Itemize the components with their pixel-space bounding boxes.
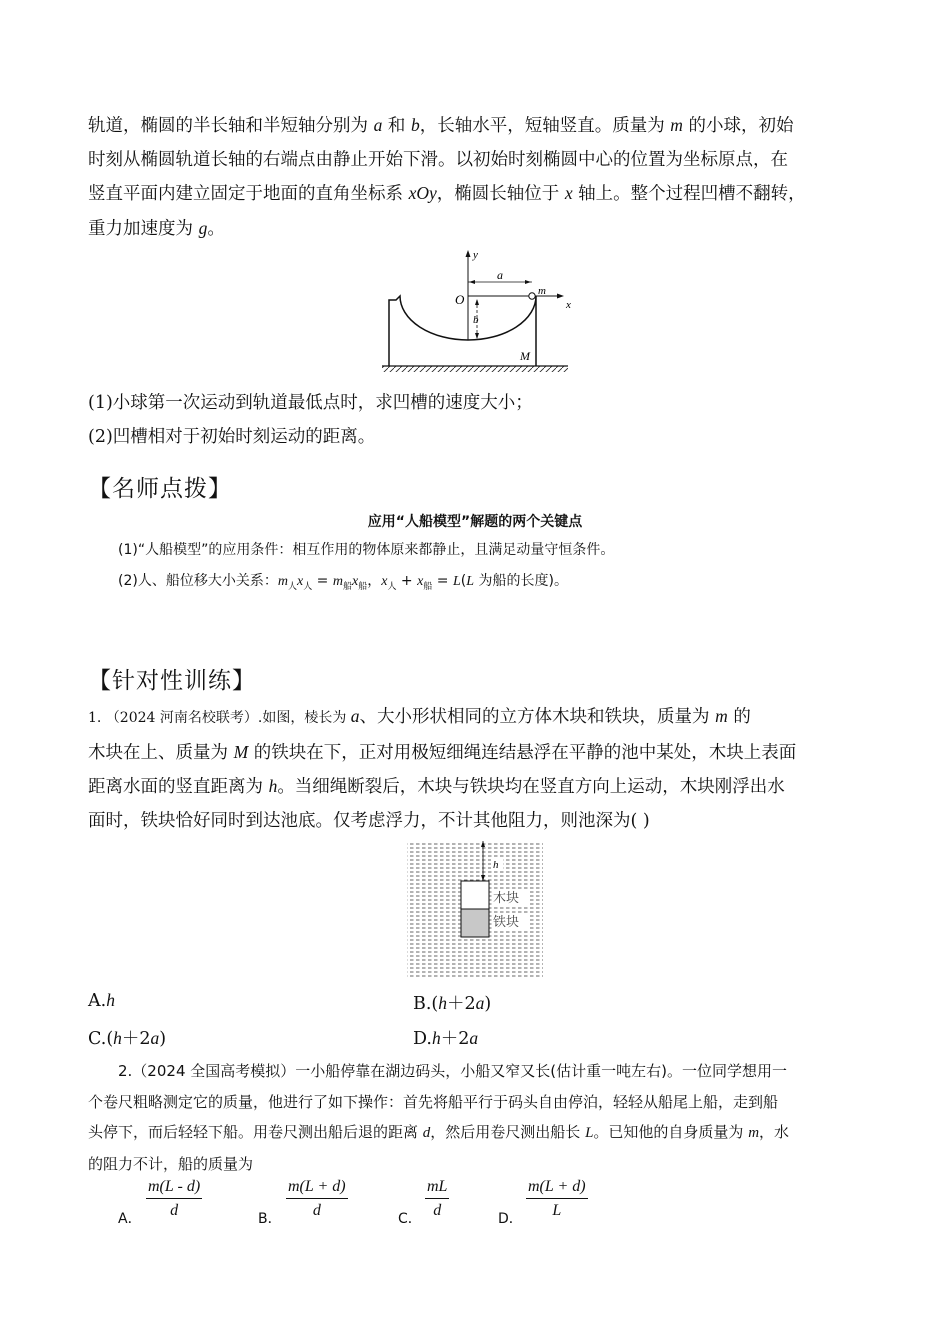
text: ，长轴水平，短轴竖直。质量为 — [419, 116, 671, 136]
var: h — [268, 776, 278, 796]
tips-heading: 【名师点拨】 — [88, 476, 232, 502]
text: 轨道，椭圆的半长轴和半短轴分别为 — [88, 116, 374, 136]
label-O: O — [455, 292, 465, 307]
intro-line-3 — [88, 177, 878, 212]
problem-1-line-4: 面时，铁块恰好同时到达池底。仅考虑浮力，不计其他阻力，则池深为( ) — [88, 810, 650, 831]
var: m — [332, 574, 343, 589]
text: C.( — [88, 1029, 114, 1049]
text: ， — [367, 573, 382, 589]
text: ( — [460, 573, 467, 589]
text: 和 — [382, 116, 411, 136]
sub: 船 — [358, 581, 368, 592]
label-h: h — [493, 859, 499, 871]
var: L — [585, 1125, 594, 1141]
label-M: M — [520, 349, 530, 363]
problem-2-line-4: 的阻力不计，船的质量为 — [88, 1154, 254, 1173]
option-2c-label[interactable]: C． — [398, 1211, 422, 1227]
label-wood: 木块 — [493, 891, 520, 906]
var: x — [564, 183, 573, 203]
text: 距离水面的竖直距离为 — [88, 777, 269, 797]
sub-questions — [88, 387, 878, 454]
groove-figure — [370, 248, 590, 380]
text: ，椭圆长轴位于 — [436, 184, 565, 204]
var: h — [438, 993, 448, 1013]
problem-1-line-1 — [88, 700, 878, 736]
intro-paragraph — [88, 109, 878, 246]
text: 。 — [207, 218, 225, 239]
text: = — [312, 573, 333, 589]
var: x — [352, 574, 359, 589]
var: h — [431, 1028, 441, 1048]
var: a — [350, 706, 360, 726]
var: m — [715, 706, 728, 726]
var: d — [422, 1125, 431, 1141]
text: ＋2 — [121, 1029, 151, 1049]
text: 重力加速度为 — [88, 218, 199, 239]
label-m: m — [538, 285, 546, 297]
text: 为船的长度)。 — [474, 573, 568, 589]
label-a: a — [497, 268, 503, 282]
sub: 船 — [423, 581, 433, 592]
sub: 人 — [287, 581, 297, 592]
option-2a-label[interactable]: A． — [118, 1211, 142, 1227]
intro-line-1 — [88, 109, 878, 144]
denominator: d — [312, 1202, 321, 1219]
var: x — [381, 574, 388, 589]
label-y: y — [473, 249, 478, 261]
question-2: (2)凹槽相对于初始时刻运动的距离。 — [88, 426, 376, 447]
ball-m — [529, 293, 535, 299]
text: 、大小形状相同的立方体木块和铁块，质量为 — [359, 707, 716, 727]
option-a[interactable] — [88, 990, 115, 1011]
pool-figure — [404, 838, 546, 980]
text: ，水 — [759, 1123, 790, 1141]
training-heading: 【针对性训练】 — [88, 668, 256, 694]
option-d[interactable] — [413, 1025, 478, 1050]
sub: 人 — [303, 581, 313, 592]
wood-block — [461, 881, 489, 909]
text: 1. （2024 河南名校联考）.如图，棱长为 — [88, 710, 351, 726]
text: 竖直平面内建立固定于地面的直角坐标系 — [88, 184, 409, 204]
tips-title: 应用“人船模型”解题的两个关键点 — [367, 514, 583, 530]
var: m — [670, 115, 683, 135]
text: 。已知他的自身质量为 — [593, 1123, 749, 1141]
intro-line-4 — [88, 212, 878, 247]
denominator: d — [433, 1202, 442, 1219]
option-2d-fraction[interactable] — [526, 1178, 588, 1220]
var: a — [373, 115, 383, 135]
var: b — [410, 115, 420, 135]
text: A. — [88, 991, 107, 1011]
problem-2-line-3 — [88, 1117, 878, 1149]
var: a — [475, 993, 485, 1013]
text: 。当细绳断裂后，木块与铁块均在竖直方向上运动，木块刚浮出水 — [277, 777, 785, 797]
text: = — [432, 573, 453, 589]
var: L — [452, 574, 461, 589]
problem-2-line-2: 个卷尺粗略测定它的质量，他进行了如下操作：首先将船平行于码头自由停泊，轻轻从船尾上船，走到船 — [88, 1092, 779, 1111]
var: g — [198, 217, 208, 238]
option-2c-fraction[interactable] — [425, 1178, 449, 1220]
label-iron: 铁块 — [493, 915, 520, 930]
tips-item-2 — [118, 571, 568, 597]
text: ) — [159, 1029, 167, 1049]
text: 头停下，而后轻轻下船。用卷尺测出船后退的距离 — [88, 1123, 423, 1141]
text: ＋2 — [447, 994, 476, 1014]
sub: 人 — [387, 581, 397, 592]
sub: 船 — [342, 581, 352, 592]
problem-1 — [88, 700, 878, 838]
text: (2)人、船位移大小关系： — [118, 573, 278, 589]
numerator: mL — [425, 1178, 449, 1199]
text: 木块在上、质量为 — [88, 742, 234, 763]
option-2b-fraction[interactable] — [286, 1178, 348, 1220]
numerator: m(L - d) — [146, 1178, 202, 1199]
var: xOy — [408, 183, 437, 203]
problem-1-line-3 — [88, 770, 878, 805]
text: ) — [484, 994, 492, 1014]
var: m — [748, 1125, 760, 1141]
var: m — [277, 574, 288, 589]
text: ＋2 — [440, 1029, 470, 1049]
numerator: m(L + d) — [286, 1178, 348, 1199]
text: 的铁块在下，正对用极短细绳连结悬浮在平静的池中某处，木块上表面 — [248, 742, 797, 763]
label-x: x — [566, 299, 571, 311]
tips-item-1: (1)“人船模型”的应用条件：相互作用的物体原来都静止，且满足动量守恒条件。 — [118, 542, 615, 558]
text: B.( — [413, 994, 439, 1014]
var: a — [469, 1028, 479, 1048]
iron-block — [461, 909, 489, 937]
denominator: d — [170, 1202, 179, 1219]
var: M — [233, 741, 249, 762]
problem-2 — [88, 1056, 878, 1179]
numerator: m(L + d) — [526, 1178, 588, 1199]
text: + — [396, 573, 418, 589]
denominator: L — [552, 1202, 562, 1219]
option-2b-label[interactable]: B． — [258, 1211, 282, 1227]
text: D. — [413, 1029, 432, 1049]
problem-2-line-1: 2.（2024 全国高考模拟）一小船停靠在湖边码头，小船又窄又长(估计重一吨左右)。一位同学想用一 — [118, 1062, 787, 1080]
text: ，然后用卷尺测出船长 — [430, 1123, 586, 1141]
problem-1-line-2 — [88, 736, 878, 771]
label-b: b — [473, 314, 479, 326]
option-c[interactable] — [88, 1025, 166, 1050]
var: L — [466, 574, 475, 589]
text: 轴上。整个过程凹槽不翻转， — [572, 184, 806, 204]
option-b[interactable] — [413, 990, 491, 1015]
option-2d-label[interactable]: D． — [498, 1211, 523, 1227]
var: h — [106, 990, 115, 1010]
var: x — [417, 574, 424, 589]
var: a — [150, 1028, 160, 1048]
intro-line-2: 时刻从椭圆轨道长轴的右端点由静止开始下滑。以初始时刻椭圆中心的位置为坐标原点，在 — [88, 149, 788, 170]
ground-hatch — [382, 366, 568, 372]
var: h — [113, 1028, 122, 1048]
var: x — [296, 574, 304, 589]
text: 的小球，初始 — [682, 116, 794, 136]
text: 的 — [727, 707, 751, 727]
question-1: (1)小球第一次运动到轨道最低点时，求凹槽的速度大小； — [88, 393, 533, 413]
option-2a-fraction[interactable] — [146, 1178, 202, 1220]
